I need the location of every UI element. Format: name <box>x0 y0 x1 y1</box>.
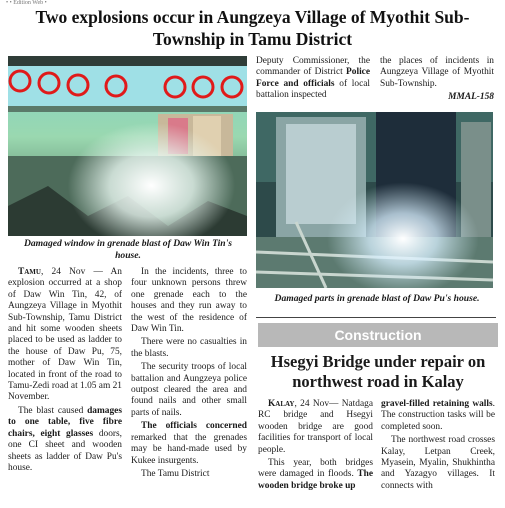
article1-col3-text: Deputy Commissioner, the commander of District <box>256 56 370 78</box>
article2-para1: , 24 Nov— Natdaga RC bridge and Hsegyi wooden bridge are good facilities for transport of local people. <box>258 399 373 455</box>
photo-damaged-parts-image <box>256 112 493 288</box>
article1-para7: The Tamu District <box>141 468 210 479</box>
article1-para6b: remarked that the grenades may be hand-made used by Kukee insurgents. <box>131 432 247 466</box>
article2-para2b: The wooden bridge broke up <box>258 469 373 491</box>
article1-col1 <box>8 267 122 476</box>
photo1-caption: Damaged window in grenade blast of Daw Win Tin's house. <box>23 238 233 261</box>
article1-para2a: The blast caused <box>18 405 88 416</box>
divider-rule <box>256 317 496 318</box>
article1-para5: The security troops of local battalion and Aungzeya police outpost cleared the area and found nails and other small parts of nails. <box>131 362 247 418</box>
article1-para1: , 24 Nov — An explosion occurred at a shop of Daw Win Tin, 42, of Aungzeya Village in Myothit Sub-Township, Tamu District and hit some wooden sheets placed to be used as ladder to the house of Daw Pu, 75, mother of Daw Win Tin, located in front of the road to Tamu-Zedi road at 1.05 am 21 November. <box>8 267 122 403</box>
photo-damaged-window <box>8 56 247 236</box>
photo2-caption: Damaged parts in grenade blast of Daw Pu's house. <box>274 293 480 304</box>
section-label-bar: Construction <box>258 323 498 347</box>
article2-para2a: This year, both bridges were damaged in floods. <box>258 458 373 480</box>
article1-col3-bold: Police Force and officials <box>256 67 370 89</box>
photo-damaged-parts <box>256 112 493 288</box>
article1-col2 <box>131 267 247 482</box>
article1-para2b: damages to one table, five fibre chairs, eight glasses <box>8 405 122 439</box>
article2-para3b: . The construction tasks will be completed soon. <box>381 399 495 432</box>
article1-col3-rest: of local battalion inspected <box>256 78 370 101</box>
dateline-kalay: Kalay <box>268 399 295 409</box>
photo-damaged-window-image <box>8 56 247 236</box>
article1-para3: In the incidents, three to four unknown persons threw one grenade each to the houses and they run away to the west of the residence of Daw Win Tin. <box>131 267 247 335</box>
article2-para4: The northwest road crosses Kalay, Letpan Creek, Myasein, Myalin, Shukhintha and Yazagyo villages. It connects with <box>381 435 495 491</box>
subheadline: Hsegyi Bridge under repair on northwest road in Kalay <box>270 352 486 391</box>
article2-col1 <box>258 399 373 494</box>
article1-col3 <box>256 56 370 104</box>
article1-col4-text: the places of incidents in Aungzeya Village of Myothit Sub-Township. <box>380 56 494 89</box>
article1-para2c: doors, one CI sheet and wooden sheets as ladder of Daw Pu's house. <box>8 428 122 473</box>
signature: MMAL-158 <box>448 92 494 103</box>
article1-para4: There were no casualties in the blasts. <box>131 337 247 359</box>
article2-col2 <box>381 399 495 494</box>
article1-para6a: The officials concerned <box>141 421 247 432</box>
article1-col4 <box>380 56 494 104</box>
page-top-strip: • • Edition Web • <box>6 0 47 5</box>
headline: Two explosions occur in Aungzeya Village of Myothit Sub-Township in Tamu District <box>35 7 470 49</box>
dateline: Tamu <box>18 267 41 277</box>
article2-para3a: gravel-filled retaining walls <box>381 399 493 409</box>
